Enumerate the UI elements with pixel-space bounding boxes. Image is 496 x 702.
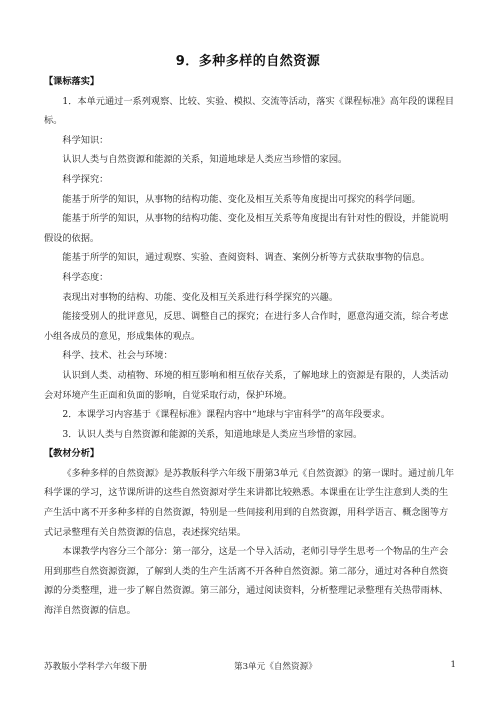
paragraph: 科学知识： bbox=[62, 134, 109, 146]
paragraph: 能基于所学的知识，从事物的结构功能、变化及相互关系等角度提出可探究的科学问题。 bbox=[62, 193, 421, 205]
paragraph: 能基于所学的知识，从事物的结构功能、变化及相互关系等角度提出有针对性的假设，并能说明假设的依据。 bbox=[44, 213, 449, 244]
paragraph: 能基于所学的知识，通过观察、实验、查阅资料、调查、案例分析等方式获取事物的信息。 bbox=[62, 252, 430, 264]
paragraph: 2．本课学习内容基于《课程标准》课程内容中“地球与宇宙科学”的高年段要求。 bbox=[62, 409, 391, 421]
footer-book-title: 苏教版小学科学六年级下册 bbox=[44, 662, 148, 672]
footer-unit-title: 第3单元《自然资源》 bbox=[234, 662, 317, 672]
paragraph: 1．本单元通过一系列观察、比较、实验、模拟、交流等活动，落实《课程标准》高年段的课程目标。 bbox=[44, 95, 455, 127]
section-heading-curriculum: 【课标落实】 bbox=[44, 76, 100, 87]
page-number: 1 bbox=[450, 660, 456, 670]
paragraph: 科学探究： bbox=[62, 173, 109, 185]
document-body bbox=[44, 72, 456, 621]
section-heading-textbook-analysis: 【教材分析】 bbox=[44, 448, 100, 460]
paragraph: 本课教学内容分三个部分：第一部分，这是一个导入活动，老师引导学生思考一个物品的生产会用到那些自然资源资源，了解到人类的生产生活离不开各种自然资源。第二部分，通过对各种自然资源的分类整理，进一步了解自然资源。第三部分，通过阅读资料，分析整理记录整理有关热带雨林、海洋自然资源的信息。 bbox=[44, 546, 449, 617]
paragraph: 科学、技术、社会与环境： bbox=[62, 350, 173, 362]
page-footer bbox=[44, 660, 456, 676]
paragraph: 认识人类与自然资源和能源的关系，知道地球是人类应当珍惜的家园。 bbox=[62, 154, 348, 166]
paragraph: 表现出对事物的结构、功能、变化及相互关系进行科学探究的兴趣。 bbox=[62, 291, 339, 303]
page-title: 9．多种多样的自然资源 bbox=[175, 54, 321, 69]
paragraph: 科学态度： bbox=[62, 271, 109, 283]
paragraph: 《多种多样的自然资源》是苏教版科学六年级下册第3单元《自然资源》的第一课时。通过前几年科学课的学习，这节课所讲的这些自然资源对学生来讲都比较熟悉。本课重在让学生注意到人类的生产生活中离不开多种多样的自然资源，特别是一些间接利用到的自然资源，用科学语言、概念图等方式记录整理有关自然资源的信息，表述探究结果。 bbox=[44, 467, 455, 538]
paragraph: 能接受别人的批评意见，反思、调整自己的探究；在进行多人合作时，愿意沟通交流，综合考虑小组各成员的意见，形成集体的观点。 bbox=[44, 311, 449, 342]
paragraph: 认识到人类、动植物、环境的相互影响和相互依存关系，了解地球上的资源是有限的，人类活动会对环境产生正面和负面的影响，自觉采取行动，保护环境。 bbox=[44, 369, 449, 401]
paragraph: 3．认识人类与自然资源和能源的关系，知道地球是人类应当珍惜的家园。 bbox=[62, 428, 363, 440]
